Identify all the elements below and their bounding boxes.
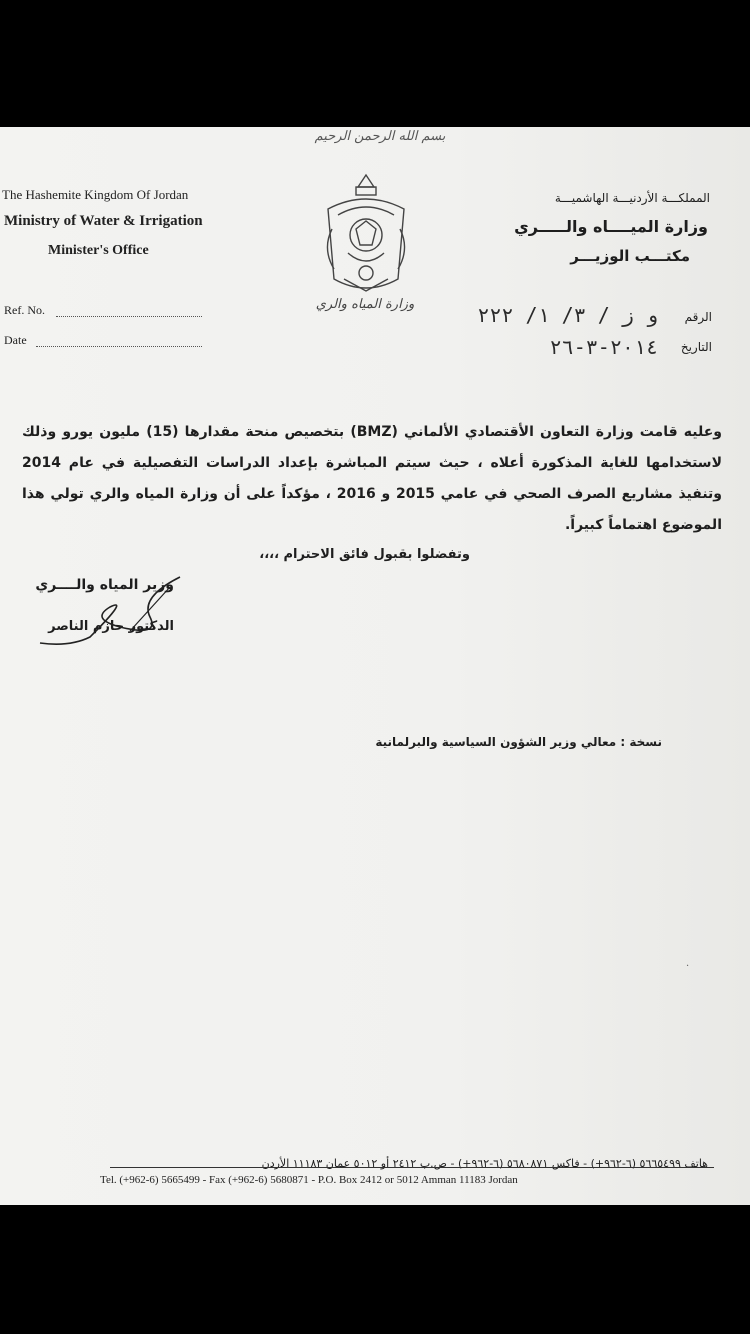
letterhead-ar-office: مكتـــب الوزيـــر: [570, 247, 690, 265]
letterhead-en-office: Minister's Office: [48, 243, 149, 258]
closing-line: وتفضلوا بقبول فائق الاحترام ،،،،: [259, 547, 470, 562]
letter-body-paragraph: وعليه قامت وزارة التعاون الأقتصادي الألماني (BMZ) بتخصيص منحة مقدارها (15) مليون يورو وذلك لاستخدامها للغاية المذكورة أعلاه ، حيث سيتم المباشرة بإعداد الدراسات التفصيلية في عام 2014 وتنفيذ مشاريع الصرف الصحي في عامي 2015 و 2016 ، مؤكداً على أن وزارة المياه والري تولي هذا الموضوع اهتماماً كبيراً.: [22, 424, 723, 533]
signatory-title: وزير المياه والــــري: [35, 577, 174, 593]
footer-rule: [110, 1167, 714, 1168]
ministry-seal-text: وزارة المياه والري: [315, 297, 415, 312]
letterhead-ar-kingdom: المملكـــة الأردنيـــة الهاشميـــة: [554, 191, 710, 205]
date-label: Date: [4, 333, 27, 347]
handwritten-signature: [30, 567, 190, 647]
ar-ref-label: الرقم: [684, 310, 712, 324]
date-line: [36, 346, 202, 347]
copy-to-line: نسخة : معالي وزير الشؤون السياسية والبرلمانية: [375, 735, 662, 749]
page-mark: ·: [686, 961, 690, 972]
ar-ref-value: و ز / ٣/ ١/ ٢٢٢: [477, 303, 658, 327]
footer-english-contact: Tel. (+962-6) 5665499 - Fax (+962-6) 5680871 - P.O. Box 2412 or 5012 Amman 11183 Jordan: [100, 1174, 518, 1186]
ar-date-label: التاريخ: [680, 340, 712, 354]
jordan-coat-of-arms-icon: [318, 169, 414, 297]
letter-page: [0, 127, 750, 1205]
ref-no-label: Ref. No.: [4, 303, 45, 317]
letterhead-ar-ministry: وزارة الميــــاه والـــــري: [514, 217, 708, 236]
letterhead-en-kingdom: The Hashemite Kingdom Of Jordan: [2, 187, 189, 202]
footer-arabic-contact: هاتف ٥٦٦٥٤٩٩ (٦-٩٦٢+) - فاكس ٥٦٨٠٨٧١ (٦-٩٦٢+) - ص.ب ٢٤١٢ أو ٥٠١٢ عمان ١١١٨٣ الأردن: [261, 1157, 708, 1170]
ref-no-line: [56, 316, 202, 317]
ar-date-value: ٢٠١٤-٣-٢٦: [549, 335, 658, 359]
basmala: بسم الله الرحمن الرحيم: [314, 129, 446, 144]
letterhead-en-ministry: Ministry of Water & Irrigation: [4, 213, 203, 229]
signatory-name: الدكتور حازم الناصر: [48, 619, 174, 634]
